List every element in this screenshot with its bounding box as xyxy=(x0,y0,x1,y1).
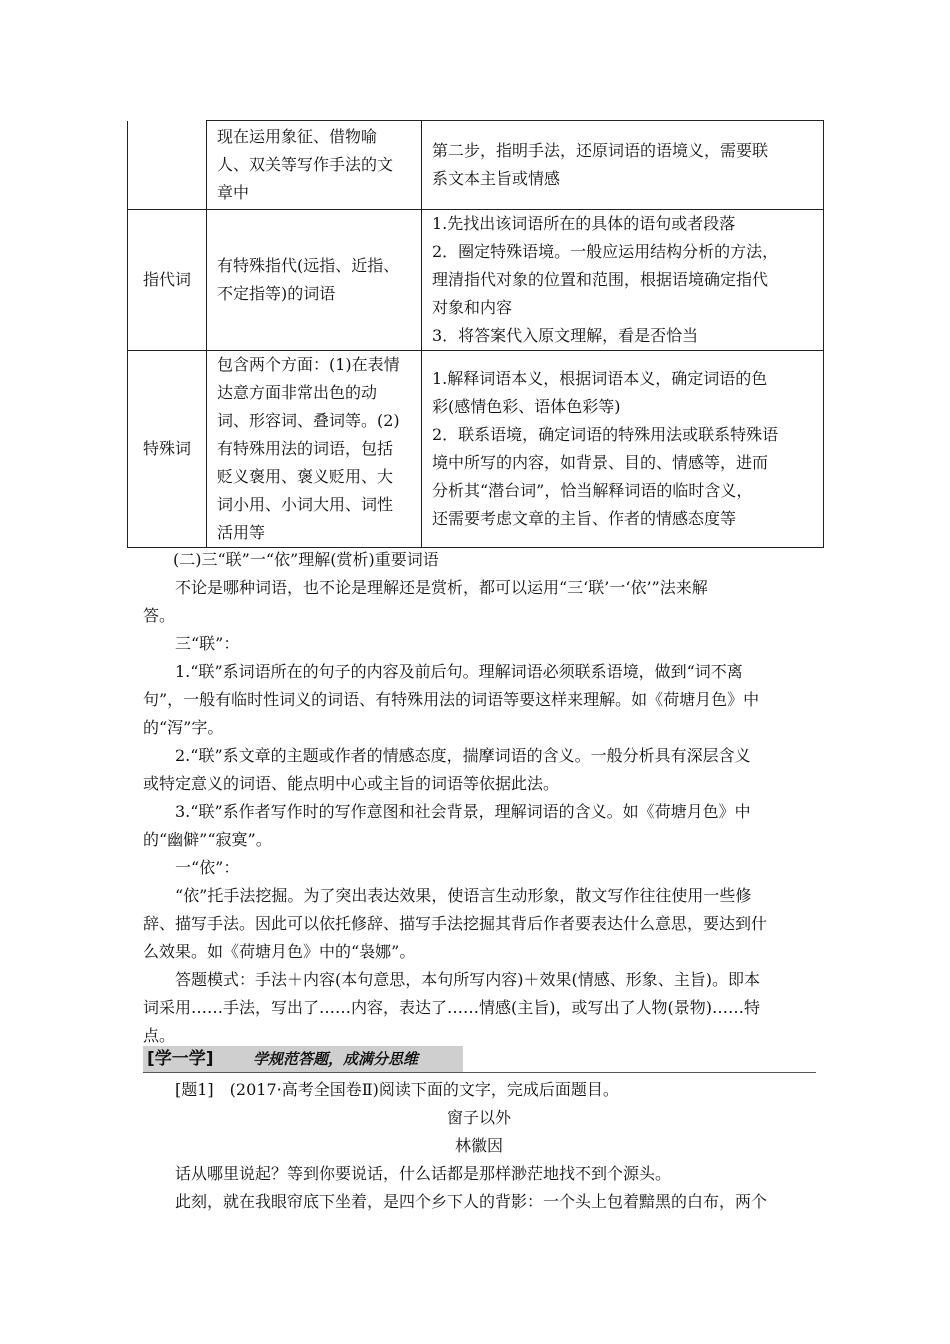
cell-line: 达意方面非常出色的动 xyxy=(217,383,378,402)
cell-line: 还需要考虑文章的主旨、作者的情感态度等 xyxy=(432,509,737,528)
question-label: [题1] (2017·高考全国卷Ⅱ)阅读下面的文字，完成后面题目。 xyxy=(175,1080,619,1099)
item-3 xyxy=(143,798,815,854)
cell-line: 对象和内容 xyxy=(432,298,513,317)
passage-title: 窗子以外 xyxy=(446,1108,511,1127)
cell-line: 分析其“潜台词”，恰当解释词语的临时含义， xyxy=(432,481,753,500)
cell-line: 不定指等)的词语 xyxy=(217,284,336,303)
answer-mode-paragraph xyxy=(143,966,815,1050)
type-cell xyxy=(128,121,207,210)
cell-line: 1.解释词语本义，根据词语本义，确定词语的色 xyxy=(432,369,768,388)
text-line: 答题模式：手法＋内容(本句意思，本句所写内容)＋效果(情感、形象、主旨)。即本 xyxy=(175,970,760,989)
yi-yi-label: 一“依”： xyxy=(175,858,240,877)
text-line: 的“幽僻”“寂寞”。 xyxy=(143,830,272,849)
cell-line: 3．将答案代入原文理解，看是否恰当 xyxy=(432,326,699,345)
text-line: 点。 xyxy=(143,1026,176,1045)
word-type-table xyxy=(127,120,824,548)
cell-line: 1.先找出该词语所在的具体的语句或者段落 xyxy=(432,214,736,233)
cell-line: 词、形容词、叠词等。(2) xyxy=(217,411,400,430)
cell-line: 系文本主旨或情感 xyxy=(432,169,561,188)
cell-line: 彩(感情色彩、语体色彩等) xyxy=(432,397,621,416)
cell-line: 2．联系语境，确定词语的特殊用法或联系特殊语 xyxy=(432,425,779,444)
intro-paragraph xyxy=(143,574,815,602)
intro-continuation xyxy=(143,602,815,630)
text-line: “依”托手法挖掘。为了突出表达效果，使语言生动形象，散文写作往往使用一些修 xyxy=(175,886,752,905)
text-line: 2.“联”系文章的主题或作者的情感态度，揣摩词语的含义。一般分析具有深层含义 xyxy=(175,746,751,765)
text-line: 不论是哪种词语，也不论是理解还是赏析，都可以运用“三‘联’一‘依’”法来解 xyxy=(175,578,708,597)
banner-tag: [学一学] xyxy=(147,1049,214,1069)
method-cell xyxy=(422,351,824,548)
cell-line: 现在运用象征、借物喻 xyxy=(217,127,378,146)
cell-line: 有特殊指代(远指、近指、 xyxy=(217,256,400,275)
cell-line: 词小用、小词大用、词性 xyxy=(217,495,394,514)
text-line: 词采用……手法，写出了……内容，表达了……情感(主旨)，或写出了人物(景物)……特 xyxy=(143,998,760,1017)
text-line: 或特定意义的词语、能点明中心或主旨的词语等依据此法。 xyxy=(143,774,560,793)
cell-line: 包含两个方面：(1)在表情 xyxy=(217,355,400,374)
cell-line: 贬义褒用、褒义贬用、大 xyxy=(217,467,394,486)
yi-paragraph xyxy=(143,882,815,966)
table-row xyxy=(128,121,824,210)
type-cell: 特殊词 xyxy=(128,351,207,548)
passage-author: 林徽因 xyxy=(454,1136,503,1155)
cell-line: 人、双关等写作手法的文 xyxy=(217,155,394,174)
table-row xyxy=(128,351,824,548)
item-1 xyxy=(143,658,815,742)
scope-cell xyxy=(207,210,422,351)
method-cell xyxy=(422,210,824,351)
cell-line: 第二步，指明手法，还原词语的语境义，需要联 xyxy=(432,141,769,160)
cell-line: 2．圈定特殊语境。一般应运用结构分析的方法， xyxy=(432,242,779,261)
cell-line: 有特殊用法的词语，包括 xyxy=(217,439,394,458)
cell-line: 章中 xyxy=(217,183,250,202)
scope-cell xyxy=(207,121,422,210)
scope-cell xyxy=(207,351,422,548)
table-row xyxy=(128,210,824,351)
text-line: 1.“联”系词语所在的句子的内容及前后句。理解词语必须联系语境，做到“词不离 xyxy=(175,662,743,681)
text-line: 句”，一般有临时性词义的词语、有特殊用法的词语等要这样来理解。如《荷塘月色》中 xyxy=(143,690,760,709)
section-body xyxy=(143,546,815,1050)
banner-slogan: 学规范答题，成满分思维 xyxy=(253,1050,419,1068)
passage-paragraph: 话从哪里说起？等到你要说话，什么话都是那样渺茫地找不到个源头。 xyxy=(175,1164,672,1183)
learn-banner xyxy=(143,1046,816,1073)
text-line: 3.“联”系作者写作时的写作意图和社会背景，理解词语的含义。如《荷塘月色》中 xyxy=(175,802,751,821)
item-2 xyxy=(143,742,815,798)
passage-paragraph: 此刻，就在我眼帘底下坐着，是四个乡下人的背影：一个头上包着黯黑的白布，两个 xyxy=(175,1192,768,1211)
section-heading: (二)三“联”一“依”理解(赏析)重要词语 xyxy=(173,550,439,569)
cell-line: 理清指代对象的位置和范围，根据语境确定指代 xyxy=(432,270,769,289)
method-cell xyxy=(422,121,824,210)
text-line: 辞、描写手法。因此可以依托修辞、描写手法挖掘其背后作者要表达什么意思，要达到什 xyxy=(143,914,768,933)
text-line: 的“泻”字。 xyxy=(143,718,224,737)
text-line: 答。 xyxy=(143,606,176,625)
text-line: 么效果。如《荷塘月色》中的“袅娜”。 xyxy=(143,942,416,961)
cell-line: 活用等 xyxy=(217,523,266,542)
question-block xyxy=(143,1076,815,1216)
san-lian-label: 三“联”： xyxy=(175,634,240,653)
cell-line: 境中所写的内容，如背景、目的、情感等，进而 xyxy=(432,453,769,472)
type-cell: 指代词 xyxy=(128,210,207,351)
